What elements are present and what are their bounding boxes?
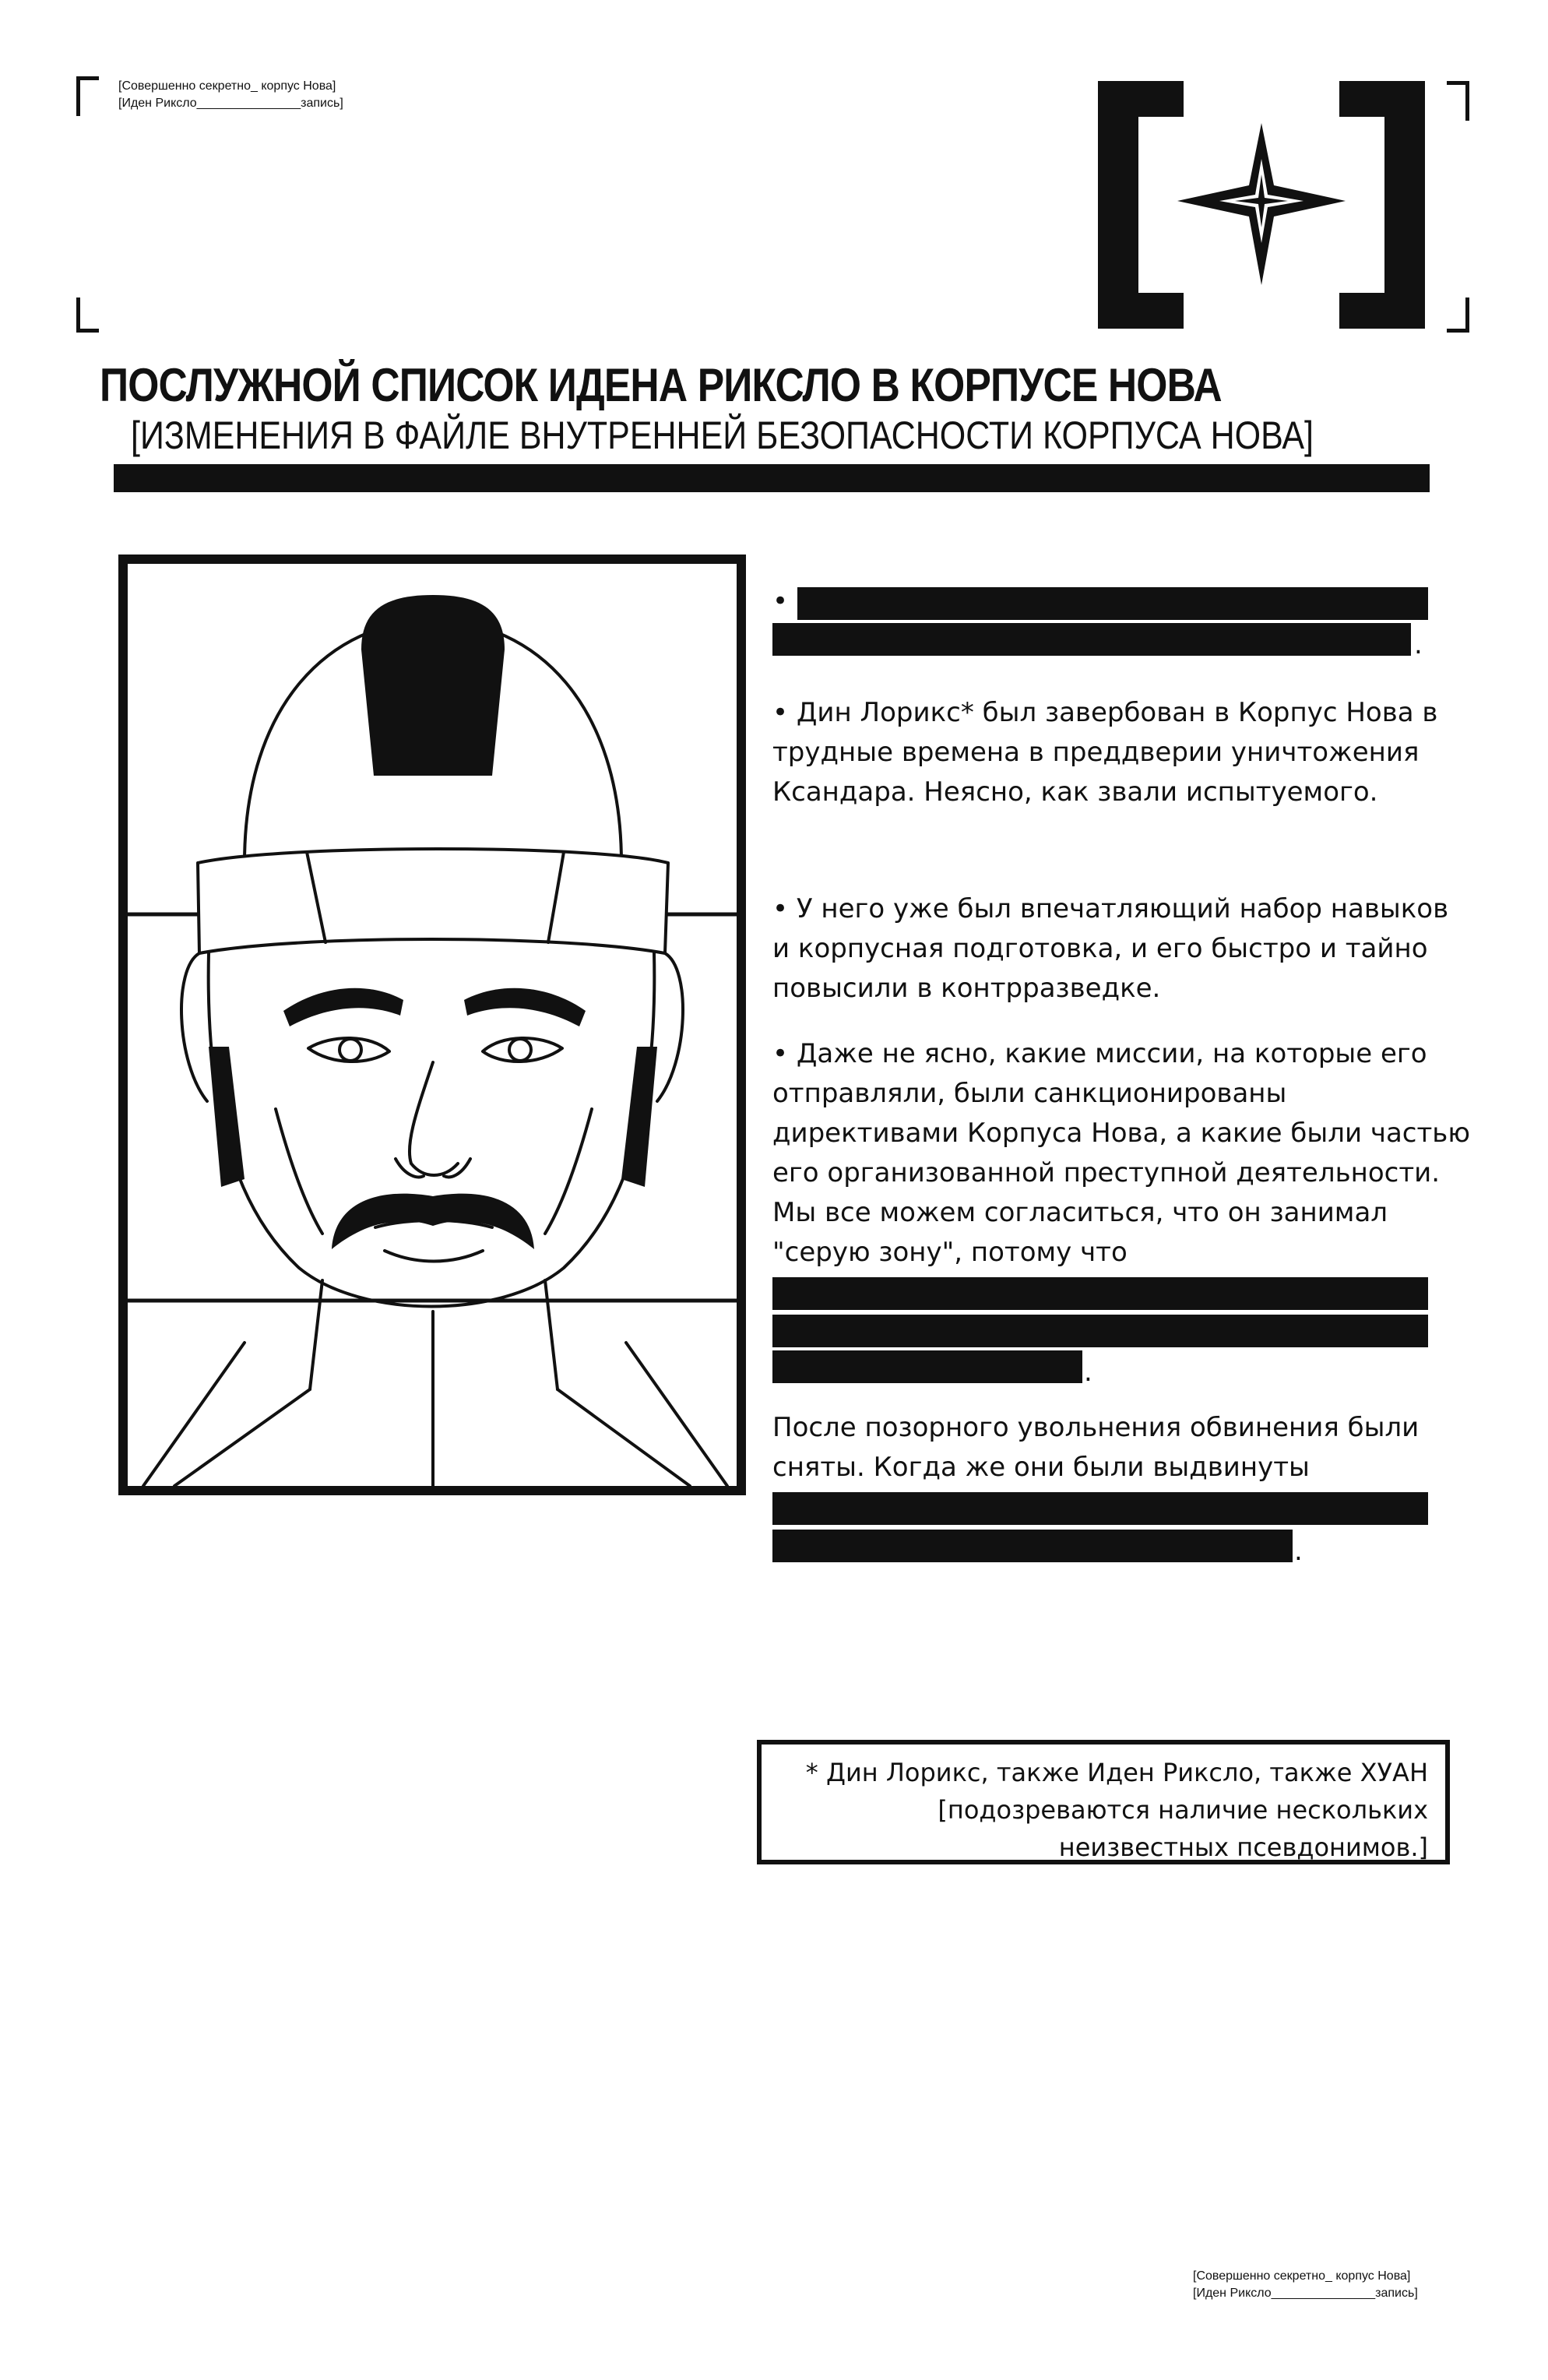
stamp-line-1: [Совершенно секретно_ корпус Нова] [1193, 2269, 1411, 2283]
classification-stamp-bottom [1193, 2268, 1418, 2302]
bullet-1: • [772, 586, 789, 617]
period-1: . [1414, 629, 1423, 660]
redaction-bar [772, 1350, 1082, 1383]
nova-corps-star-icon [1098, 81, 1425, 329]
portrait-frame [118, 555, 746, 1495]
portrait-illustration [128, 564, 737, 1486]
page-title: ПОСЛУЖНОЙ СПИСОК ИДЕНА РИКСЛО В КОРПУСЕ НОВА [100, 359, 1222, 411]
paragraph-discharge: После позорного увольнения обвинения были сняты. Когда же они были выдвинуты [772, 1412, 1420, 1483]
redaction-bar [772, 1492, 1428, 1525]
redaction-bar [797, 587, 1428, 620]
header-redaction-bar [114, 464, 1430, 492]
corner-bracket-top-left [76, 76, 99, 116]
stamp-line-1: [Совершенно секретно_ корпус Нова] [118, 79, 336, 93]
corner-bracket-bottom-right [1447, 298, 1469, 333]
nova-corps-logo [1098, 81, 1425, 329]
corner-bracket-bottom-left [76, 298, 99, 333]
period-2: . [1084, 1357, 1092, 1388]
paragraph-skills: • У него уже был впечатляющий набор навыков и корпусная подготовка, и его быстро и тайно повысили в контрразведке. [772, 893, 1449, 1004]
classification-stamp-top [118, 78, 343, 112]
redaction-bar [772, 1530, 1293, 1562]
stamp-line-2: [Иден Риксло_______________запись] [1193, 2287, 1418, 2300]
page-subtitle: [ИЗМЕНЕНИЯ В ФАЙЛЕ ВНУТРЕННЕЙ БЕЗОПАСНОСТИ КОРПУСА НОВА] [131, 414, 1314, 457]
redaction-bar [772, 623, 1411, 656]
paragraph-missions: • Даже не ясно, какие миссии, на которые его отправляли, были санкционированы директивами Корпуса Нова, а какие были частью его организованной преступной деятельности. Мы все можем согласиться, что он занимал "серую зону", потому что [772, 1038, 1470, 1268]
redaction-bar [772, 1277, 1428, 1310]
paragraph-recruitment: • Дин Лорикс* был завербован в Корпус Нова в трудные времена в преддверии уничтожения Ксандара. Неясно, как звали испытуемого. [772, 697, 1438, 808]
corner-bracket-top-right [1447, 81, 1469, 121]
period-3: . [1294, 1536, 1303, 1567]
stamp-line-2: [Иден Риксло_______________запись] [118, 97, 343, 110]
redaction-bar [772, 1315, 1428, 1347]
footnote-box: * Дин Лорикс, также Иден Риксло, также ХУАН [подозреваются наличие нескольких неизвестных псевдонимов.] [757, 1740, 1450, 1864]
